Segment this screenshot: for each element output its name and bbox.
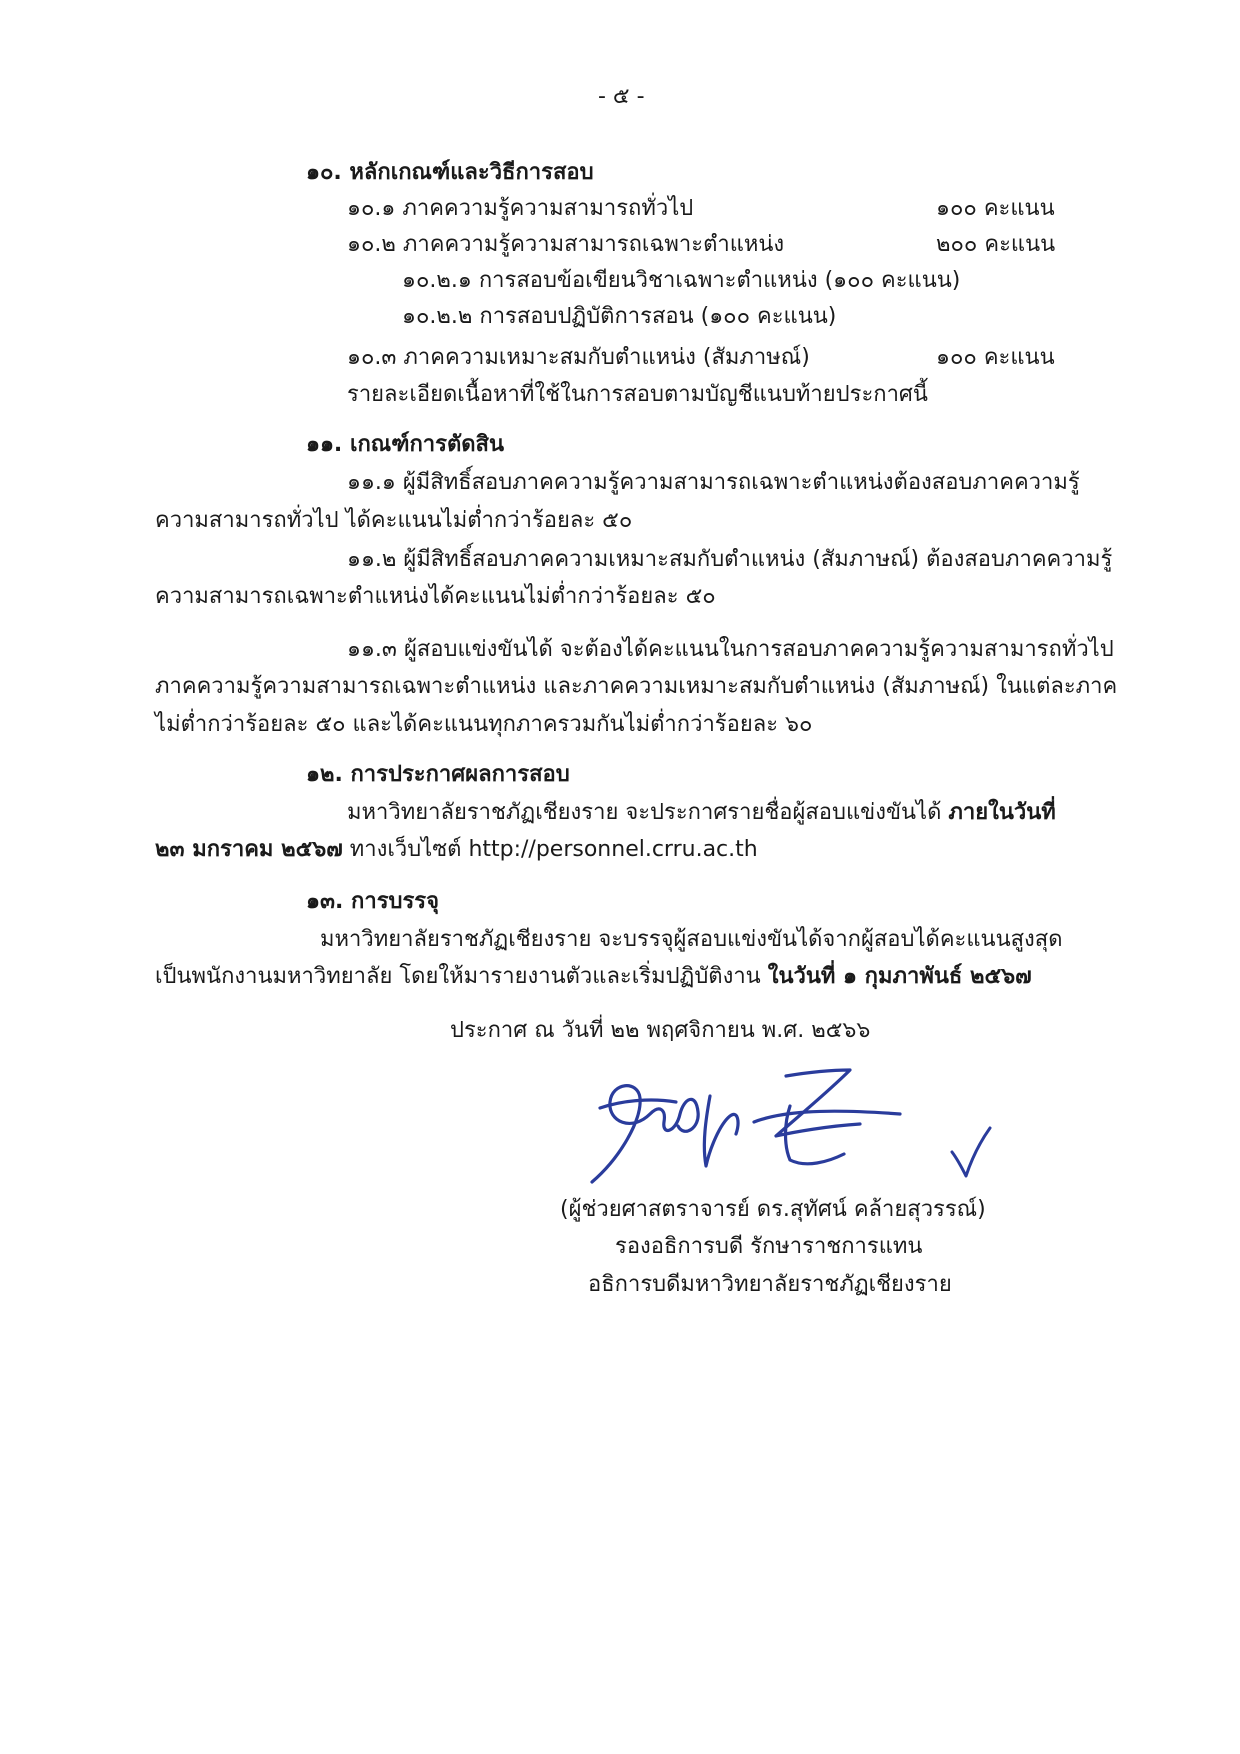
signer-name: (ผู้ช่วยศาสตราจารย์ ดร.สุทัศน์ คล้ายสุวรรณ์): [560, 1197, 986, 1222]
section-13-line2-bold: ในวันที่ ๑ กุมภาพันธ์ ๒๕๖๗: [767, 964, 1032, 989]
section-10-heading: ๑๐. หลักเกณฑ์และวิธีการสอบ: [306, 160, 594, 185]
section-12-line2: [155, 835, 758, 865]
section-13-line1: มหาวิทยาลัยราชภัฏเชียงราย จะบรรจุผู้สอบแข่งขันได้จากผู้สอบได้คะแนนสูงสุด: [320, 927, 1063, 952]
item-10-2-label: ๑๐.๒ ภาคความรู้ความสามารถเฉพาะตำแหน่ง: [347, 232, 785, 257]
item-10-1-label: ๑๐.๑ ภาคความรู้ความสามารถทั่วไป: [347, 196, 694, 221]
item-11-1-line2: ความสามารถทั่วไป ได้คะแนนไม่ต่ำกว่าร้อยละ ๕๐: [155, 508, 633, 533]
signer-title-line1: รองอธิการบดี รักษาราชการแทน: [615, 1234, 923, 1259]
page-number: - ๕ -: [598, 84, 645, 109]
section-12-line1-text: มหาวิทยาลัยราชภัฏเชียงราย จะประกาศรายชื่อผู้สอบแข่งขันได้: [347, 800, 949, 825]
announcement-date: ประกาศ ณ วันที่ ๒๒ พฤศจิกายน พ.ศ. ๒๕๖๖: [450, 1018, 871, 1043]
item-11-2-line1: ๑๑.๒ ผู้มีสิทธิ์สอบภาคความเหมาะสมกับตำแหน่ง (สัมภาษณ์) ต้องสอบภาคความรู้: [347, 547, 1113, 572]
item-11-3-line3: ไม่ต่ำกว่าร้อยละ ๕๐ และได้คะแนนทุกภาครวมกันไม่ต่ำกว่าร้อยละ ๖๐: [155, 712, 813, 737]
signer-title-line2: อธิการบดีมหาวิทยาลัยราชภัฏเชียงราย: [588, 1272, 952, 1297]
item-10-3-score: ๑๐๐ คะแนน: [936, 345, 1055, 370]
section-12-date: ๒๓ มกราคม ๒๕๖๗: [155, 837, 343, 862]
item-11-3-line1: ๑๑.๓ ผู้สอบแข่งขันได้ จะต้องได้คะแนนในการสอบภาคความรู้ความสามารถทั่วไป: [347, 637, 1114, 662]
item-10-1-score: ๑๐๐ คะแนน: [936, 196, 1055, 221]
item-11-1-line1: ๑๑.๑ ผู้มีสิทธิ์สอบภาคความรู้ความสามารถเฉพาะตำแหน่งต้องสอบภาคความรู้: [347, 470, 1080, 495]
signature-image: [580, 1062, 910, 1190]
section-13-heading: ๑๓. การบรรจุ: [306, 889, 439, 914]
item-10-2-score: ๒๐๐ คะแนน: [936, 232, 1056, 257]
section-11-heading: ๑๑. เกณฑ์การตัดสิน: [306, 432, 504, 457]
section-13-line2: [155, 962, 1032, 992]
section-10-note: รายละเอียดเนื้อหาที่ใช้ในการสอบตามบัญชีแนบท้ายประกาศนี้: [347, 382, 928, 407]
item-11-2-line2: ความสามารถเฉพาะตำแหน่งได้คะแนนไม่ต่ำกว่าร้อยละ ๕๐: [155, 584, 716, 609]
item-10-2-1: ๑๐.๒.๑ การสอบข้อเขียนวิชาเฉพาะตำแหน่ง (๑๐๐ คะแนน): [402, 268, 961, 293]
item-10-2-2: ๑๐.๒.๒ การสอบปฏิบัติการสอน (๑๐๐ คะแนน): [402, 304, 837, 329]
item-10-3-label: ๑๐.๓ ภาคความเหมาะสมกับตำแหน่ง (สัมภาษณ์): [347, 345, 810, 370]
section-12-website: ทางเว็บไซต์ http://personnel.crru.ac.th: [342, 837, 758, 862]
check-mark-icon: [948, 1124, 994, 1180]
section-12-line1-bold: ภายในวันที่: [948, 800, 1056, 825]
item-11-3-line2: ภาคความรู้ความสามารถเฉพาะตำแหน่ง และภาคความเหมาะสมกับตำแหน่ง (สัมภาษณ์) ในแต่ละภาค: [155, 674, 1118, 699]
section-12-line1: [347, 798, 1056, 828]
section-13-line2-text: เป็นพนักงานมหาวิทยาลัย โดยให้มารายงานตัวและเริ่มปฏิบัติงาน: [155, 964, 768, 989]
section-12-heading: ๑๒. การประกาศผลการสอบ: [306, 762, 570, 787]
